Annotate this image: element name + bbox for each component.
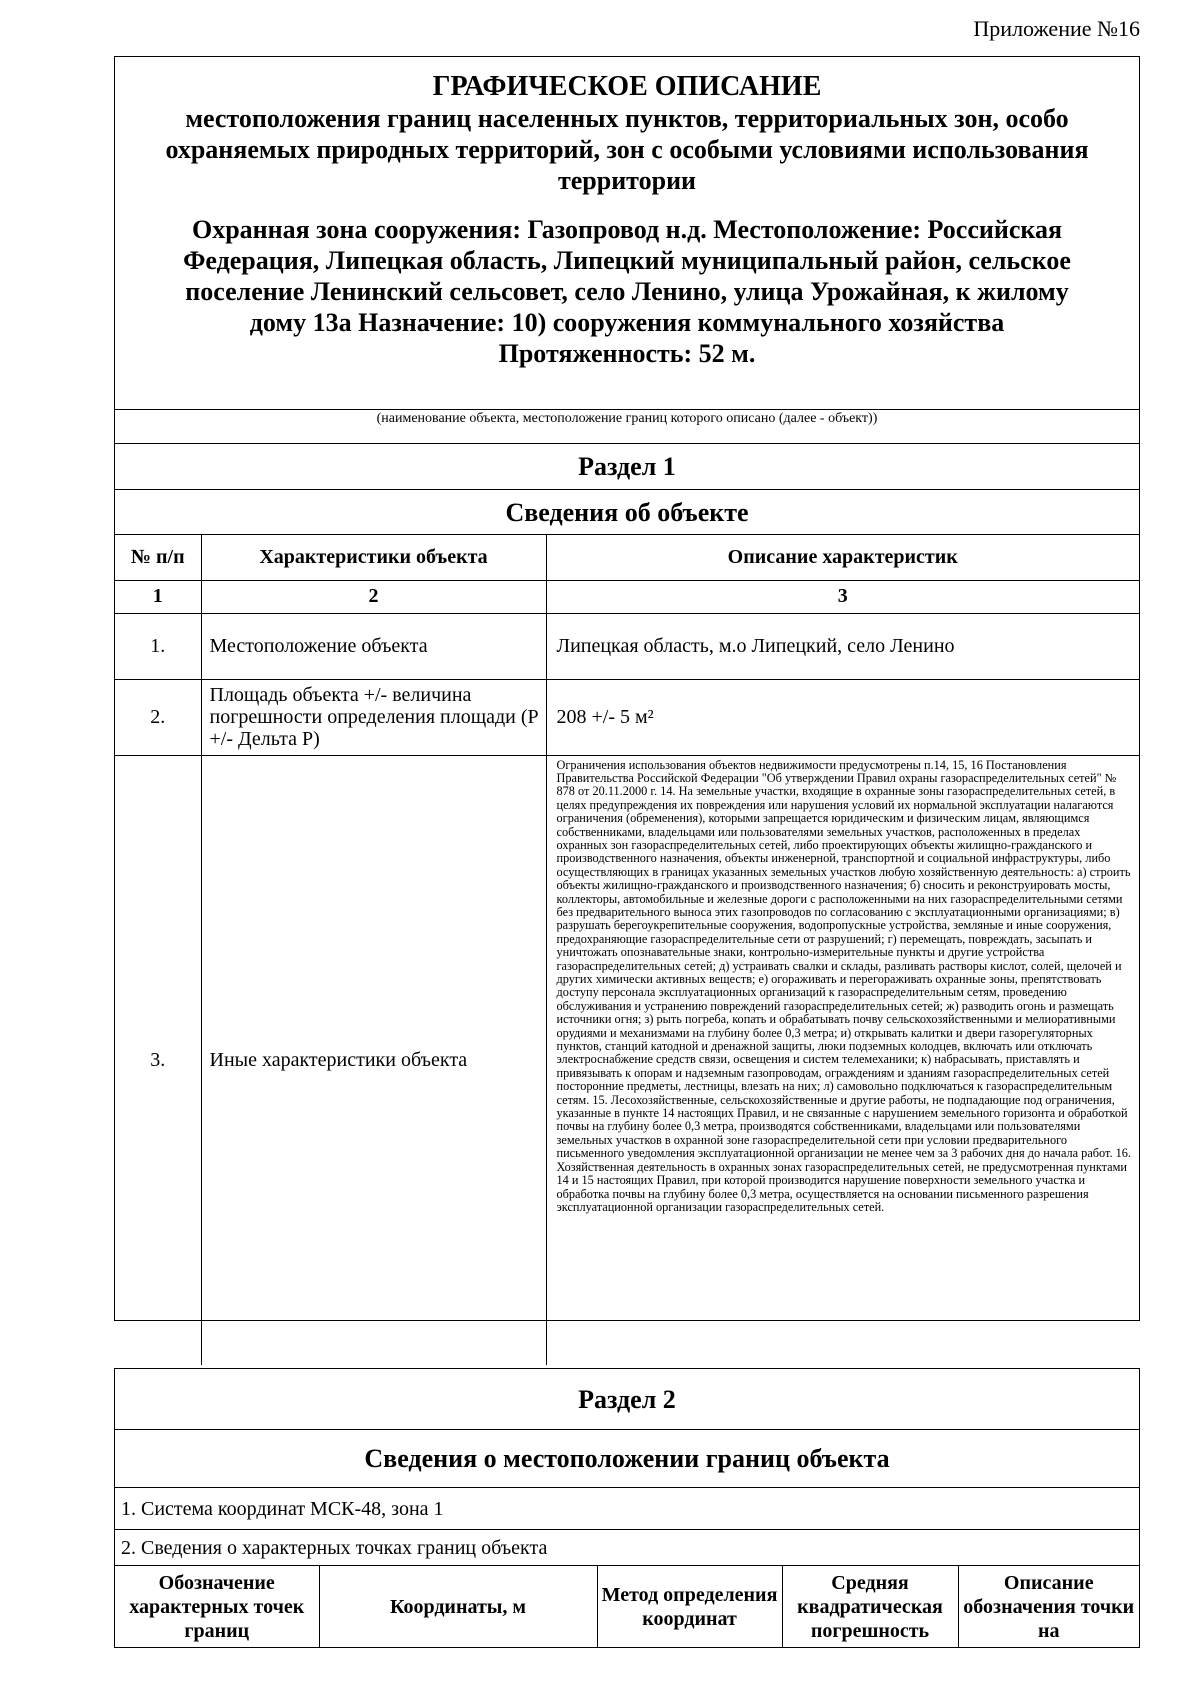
graphic-description-frame: [114, 56, 1140, 1321]
column-header: Средняя квадратическая погрешность: [782, 1566, 958, 1648]
row-number: 2.: [115, 679, 201, 755]
object-description: [135, 214, 1119, 369]
document-subtitle-line: охраняемых природных территорий, зон с особыми условиями использования: [165, 135, 1089, 164]
document-subtitle-line: местоположения границ населенных пунктов, территориальных зон, особо: [185, 104, 1069, 133]
table-header-row: [115, 1566, 1139, 1648]
row-characteristic: Местоположение объекта: [201, 613, 546, 679]
document-title: ГРАФИЧЕСКОЕ ОПИСАНИЕ: [432, 71, 822, 102]
row-number: 3.: [115, 755, 201, 1365]
row-description: Липецкая область, м.о Липецкий, село Ленино: [546, 613, 1139, 679]
column-number: 3: [546, 580, 1139, 613]
row-characteristic: Площадь объекта +/- величина погрешности определения площади (Р +/- Дельта Р): [201, 679, 546, 755]
section1-subtitle: Сведения об объекте: [115, 490, 1139, 535]
section2-title: Раздел 2: [115, 1369, 1139, 1430]
coordinate-system: 1. Система координат МСК-48, зона 1: [115, 1488, 1139, 1530]
section2-subtitle: Сведения о местоположении границ объекта: [115, 1430, 1139, 1488]
column-header: Метод определения координат: [597, 1566, 782, 1648]
column-number: 1: [115, 580, 201, 613]
object-line: Протяженность: 52 м.: [498, 339, 756, 368]
boundary-location-frame: [114, 1368, 1140, 1648]
object-info-table: [115, 535, 1139, 1365]
column-header: Координаты, м: [319, 1566, 597, 1648]
row-description: 208 +/- 5 м²: [546, 679, 1139, 755]
column-header: Характеристики объекта: [201, 535, 546, 580]
object-line: Охранная зона сооружения: Газопровод н.д. Местоположение: Российская: [191, 215, 1063, 244]
boundary-points-table: [115, 1566, 1139, 1648]
row-number: 1.: [115, 613, 201, 679]
table-row: [115, 755, 1139, 1365]
table-row: [115, 679, 1139, 755]
table-row: [115, 613, 1139, 679]
appendix-label: Приложение №16: [973, 16, 1140, 41]
column-header: Описание характеристик: [546, 535, 1139, 580]
points-info-label: 2. Сведения о характерных точках границ объекта: [115, 1530, 1139, 1566]
document-header: [115, 57, 1139, 410]
column-header: № п/п: [115, 535, 201, 580]
column-number: 2: [201, 580, 546, 613]
column-number-row: [115, 580, 1139, 613]
row-description-restrictions: Ограничения использования объектов недвижимости предусмотрены п.14, 15, 16 Постановления Правительства Российской Федерации "Об утверждении Правил охраны газораспределительных сетей" № 878 от 20.11.2000 г. 14. На земельные участки, входящие в охранные зоны газораспределительных сетей, в целях предупреждения их повреждения или нарушения условий их нормальной эксплуатации налагаются ограничения (обременения), которыми запрещается юридическим и физическим лицам, являющимся собственниками, владельцами или пользователями земельных участков, расположенных в пределах охранных зон газораспределительных сетей, либо проектирующих объекты жилищно-гражданского и производственного назначения, объекты инженерной, транспортной и социальной инфраструктуры, либо осуществляющих в границах указанных земельных участков любую хозяйственную деятельность: а) строить объекты жилищно-гражданского и производственного назначения; б) сносить и реконструировать мосты, коллекторы, автомобильные и железные дороги с расположенными на них газораспределительными сетями без предварительного выноса этих газопроводов по согласованию с эксплуатационными организациями; в) разрушать берегоукрепительные сооружения, водопропускные устройства, земляные и иные сооружения, предохраняющие газораспределительные сети от разрушений; г) перемещать, повреждать, засыпать и уничтожать опознавательные знаки, контрольно-измерительные пункты и другие устройства газораспределительных сетей; д) устраивать свалки и склады, разливать растворы кислот, солей, щелочей и других химически активных веществ; е) огораживать и перегораживать охранные зоны, препятствовать доступу персонала эксплуатационных организаций к газораспределительным сетям, проведению обслуживания и устранению повреждений газораспределительных сетей; ж) разводить огонь и размещать источники огня; з) рыть погреба, копать и обрабатывать почву сельскохозяйственными и мелиоративными орудиями и механизмами на глубину более 0,3 метра; и) открывать калитки и двери газорегуляторных пунктов, станций катодной и дренажной защиты, люки подземных колодцев, включать или отключать электроснабжение средств связи, освещения и систем телемеханики; к) набрасывать, приставлять и привязывать к опорам и надземным газопроводам, ограждениям и зданиям газораспределительных сетей посторонние предметы, лестницы, влезать на них; л) самовольно подключаться к газораспределительным сетям. 15. Лесохозяйственные, сельскохозяйственные и другие работы, не подпадающие под ограничения, указанные в пункте 14 настоящих Правил, и не связанные с нарушением земельного горизонта и обработкой почвы на глубину более 0,3 метра, производятся собственниками, владельцами или пользователями земельных участков в охранной зоне газораспределительной сети при условии предварительного письменного уведомления эксплуатационной организации не менее чем за 3 рабочих дня до начала работ. 16. Хозяйственная деятельность в охранных зонах газораспределительных сетей, не предусмотренная пунктами 14 и 15 настоящих Правил, при которой производится нарушение поверхности земельного участка и обработка почвы на глубину более 0,3 метра, осуществляется на основании письменного разрешения эксплуатационной организации газораспределительных сетей.: [546, 755, 1139, 1365]
row-characteristic: Иные характеристики объекта: [201, 755, 546, 1365]
column-header: Описание обозначения точки на: [958, 1566, 1139, 1648]
object-line: дому 13а Назначение: 10) сооружения коммунального хозяйства: [249, 308, 1005, 337]
column-header: Обозначение характерных точек границ: [129, 1572, 305, 1642]
object-line: поселение Ленинский сельсовет, село Ленино, улица Урожайная, к жилому: [185, 277, 1069, 306]
document-subtitle-line: территории: [557, 166, 697, 195]
table-header-row: [115, 535, 1139, 580]
object-line: Федерация, Липецкая область, Липецкий муниципальный район, сельское: [183, 246, 1071, 275]
section1-title: Раздел 1: [115, 444, 1139, 490]
object-caption: (наименование объекта, местоположение границ которого описано (далее - объект)): [115, 410, 1139, 444]
